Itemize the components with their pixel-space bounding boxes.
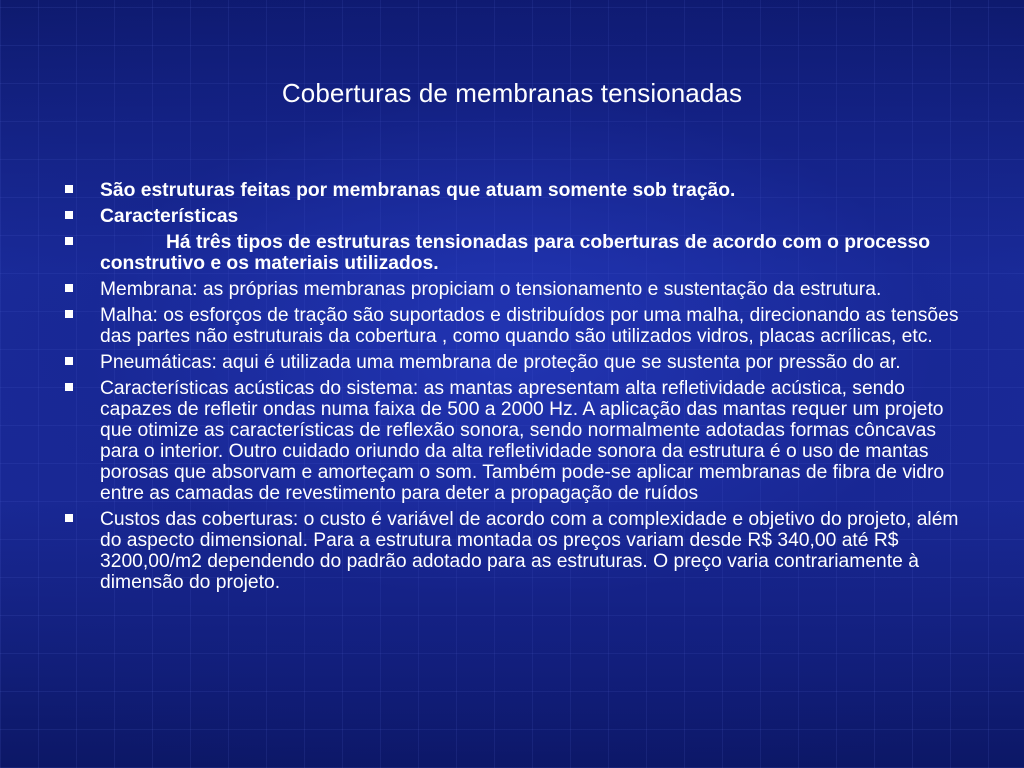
bullet-item <box>62 180 967 201</box>
bullet-text: Pneumáticas: aqui é utilizada uma membrana de proteção que se sustenta por pressão do ar. <box>100 352 901 373</box>
bullet-item <box>62 232 967 274</box>
bullet-text-content: Há três tipos de estruturas tensionadas para coberturas de acordo com o processo construtivo e os materiais utilizados. <box>100 232 930 274</box>
bullet-item <box>62 509 967 593</box>
bullet-text: Características acústicas do sistema: as mantas apresentam alta refletividade acústica, sendo capazes de refletir ondas numa faixa de 500 a 2000 Hz. A aplicação das mantas requer um projeto que otimize as características de reflexão sonora, sendo normalmente adotadas formas côncavas para o interior. Outro cuidado oriundo da alta refletividade sonora da estrutura é o uso de mantas porosas que absorvam e amorteçam o som. Também pode-se aplicar membranas de fibra de vidro entre as camadas de revestimento para deter a propagação de ruídos <box>100 378 945 504</box>
square-bullet-icon <box>65 237 73 245</box>
square-bullet-icon <box>65 310 73 318</box>
bullet-item <box>62 378 967 504</box>
square-bullet-icon <box>65 211 73 219</box>
bullet-item <box>62 279 967 300</box>
square-bullet-icon <box>65 514 73 522</box>
bullet-text: Membrana: as próprias membranas propiciam o tensionamento e sustentação da estrutura. <box>100 279 882 300</box>
bullet-item <box>62 206 967 227</box>
square-bullet-icon <box>65 383 73 391</box>
slide-content <box>62 180 967 598</box>
square-bullet-icon <box>65 185 73 193</box>
square-bullet-icon <box>65 357 73 365</box>
bullet-item <box>62 305 967 347</box>
bullet-text <box>100 232 930 274</box>
bullet-text: Custos das coberturas: o custo é variável de acordo com a complexidade e objetivo do projeto, além do aspecto dimensional. Para a estrutura montada os preços variam desde R$ 340,00 até R$ 3200,00/m2 dependendo do padrão adotado para as estruturas. O preço varia contrariamente à dimensão do projeto. <box>100 509 959 593</box>
slide-title: Coberturas de membranas tensionadas <box>281 78 743 108</box>
bullet-text: São estruturas feitas por membranas que atuam somente sob tração. <box>100 180 736 201</box>
square-bullet-icon <box>65 284 73 292</box>
bullet-text: Características <box>100 206 239 227</box>
bullet-list <box>62 180 967 593</box>
bullet-item <box>62 352 967 373</box>
bullet-text: Malha: os esforços de tração são suportados e distribuídos por uma malha, direcionando as tensões das partes não estruturais da cobertura , como quando são utilizados vidros, placas acrílicas, etc. <box>100 305 959 347</box>
